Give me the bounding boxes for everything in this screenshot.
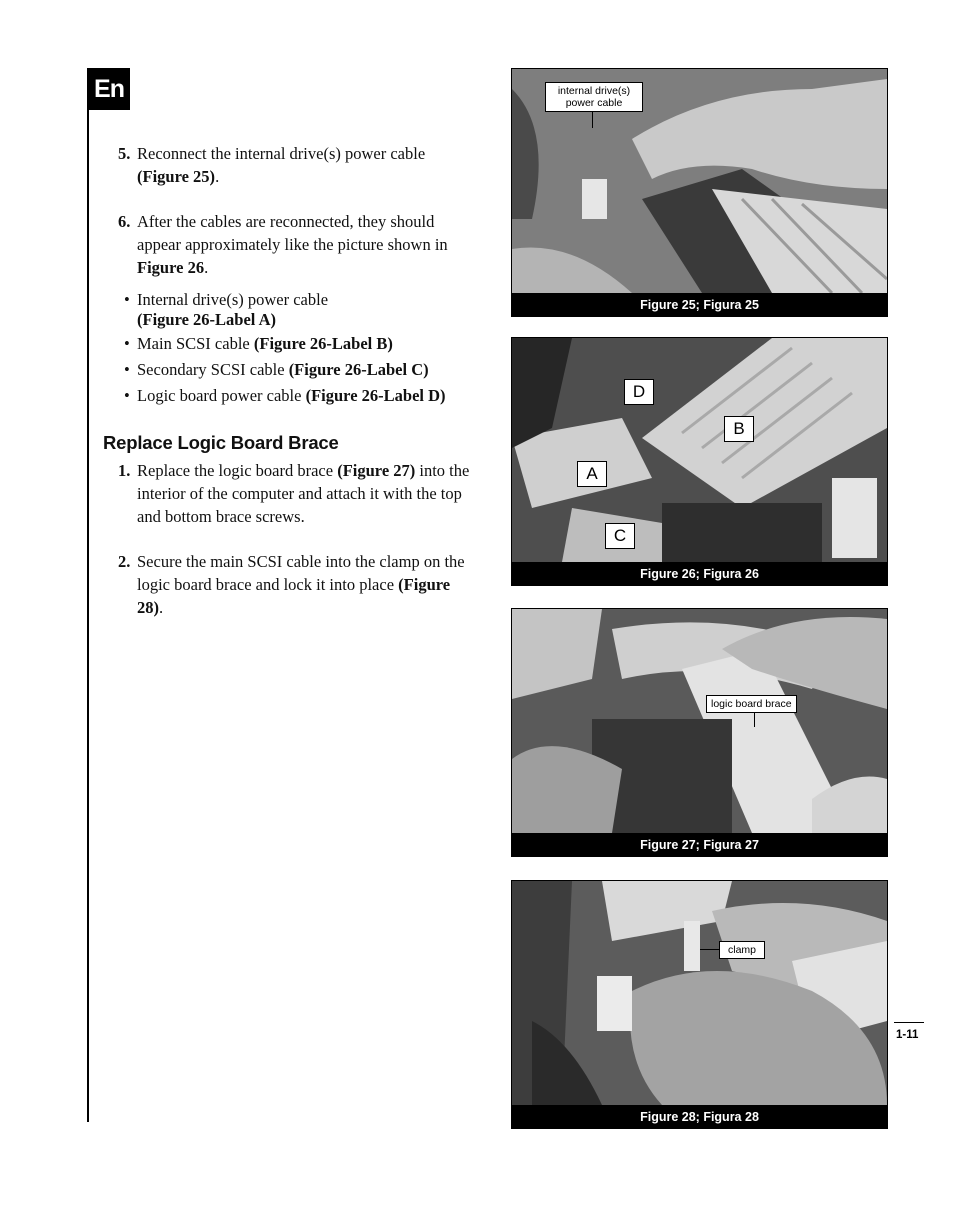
step-number: 6. <box>118 212 131 231</box>
callout-label: clamp <box>719 941 765 959</box>
page-number-rule <box>894 1022 924 1023</box>
callout-label: internal drive(s) power cable <box>545 82 643 112</box>
step-number: 2. <box>118 552 131 571</box>
figure-ref: (Figure 26-Label C) <box>288 360 429 379</box>
figure-28 <box>511 880 888 1129</box>
language-tab: En <box>88 68 130 110</box>
section-heading: Replace Logic Board Brace <box>103 432 339 453</box>
figure-caption: Figure 25; Figura 25 <box>512 293 887 316</box>
step-1: 1. Replace the logic board brace (Figure 27) into the interior of the computer and attach it with the top and bottom brace screws. <box>118 461 470 526</box>
photo-motherboard-cables <box>512 338 887 562</box>
step-2: 2. Secure the main SCSI cable into the clamp on the logic board brace and lock it into place (Figure 28). <box>118 552 465 617</box>
bullet-item: • Logic board power cable (Figure 26-Label D) <box>124 386 446 405</box>
callout-leader <box>754 713 755 727</box>
page-number: 1-11 <box>896 1029 919 1041</box>
figure-ref: (Figure 26-Label B) <box>253 334 393 353</box>
figure-27 <box>511 608 888 857</box>
figure-ref: (Figure 27) <box>337 461 416 480</box>
callout-leader <box>592 112 593 128</box>
bullet-item: • Main SCSI cable (Figure 26-Label B) <box>124 334 393 353</box>
figure-caption: Figure 27; Figura 27 <box>512 833 887 856</box>
figure-25 <box>511 68 888 317</box>
step-text: Reconnect the internal drive(s) power cable <box>137 144 426 163</box>
callout-label: logic board brace <box>706 695 797 713</box>
margin-rule <box>87 68 89 1122</box>
figure-ref: (Figure 28) <box>137 575 451 617</box>
step-number: 5. <box>118 144 131 163</box>
figure-caption: Figure 26; Figura 26 <box>512 562 887 585</box>
callout-leader <box>700 949 720 950</box>
figure-label-d: D <box>624 379 654 405</box>
figure-caption: Figure 28; Figura 28 <box>512 1105 887 1128</box>
step-number: 1. <box>118 461 131 480</box>
bullet-item: • Secondary SCSI cable (Figure 26-Label C) <box>124 360 429 379</box>
step-text: After the cables are reconnected, they should appear approximately like the picture shown in <box>137 212 448 254</box>
figure-ref: Figure 26 <box>137 258 205 277</box>
photo-clamp-hand <box>512 881 887 1105</box>
figure-ref: (Figure 26-Label D) <box>305 386 446 405</box>
figure-26 <box>511 337 888 586</box>
step-5: 5. Reconnect the internal drive(s) power cable (Figure 25). <box>118 144 426 186</box>
figure-ref: (Figure 25) <box>137 167 216 186</box>
figure-label-a: A <box>577 461 607 487</box>
figure-label-b: B <box>724 416 754 442</box>
bullet-item: • Internal drive(s) power cable (Figure 26-Label A) <box>124 290 329 329</box>
step-6: 6. After the cables are reconnected, they should appear approximately like the picture shown in Figure 26. <box>118 212 448 277</box>
figure-ref: (Figure 26-Label A) <box>137 310 277 329</box>
photo-brace-hand <box>512 609 887 833</box>
figure-label-c: C <box>605 523 635 549</box>
